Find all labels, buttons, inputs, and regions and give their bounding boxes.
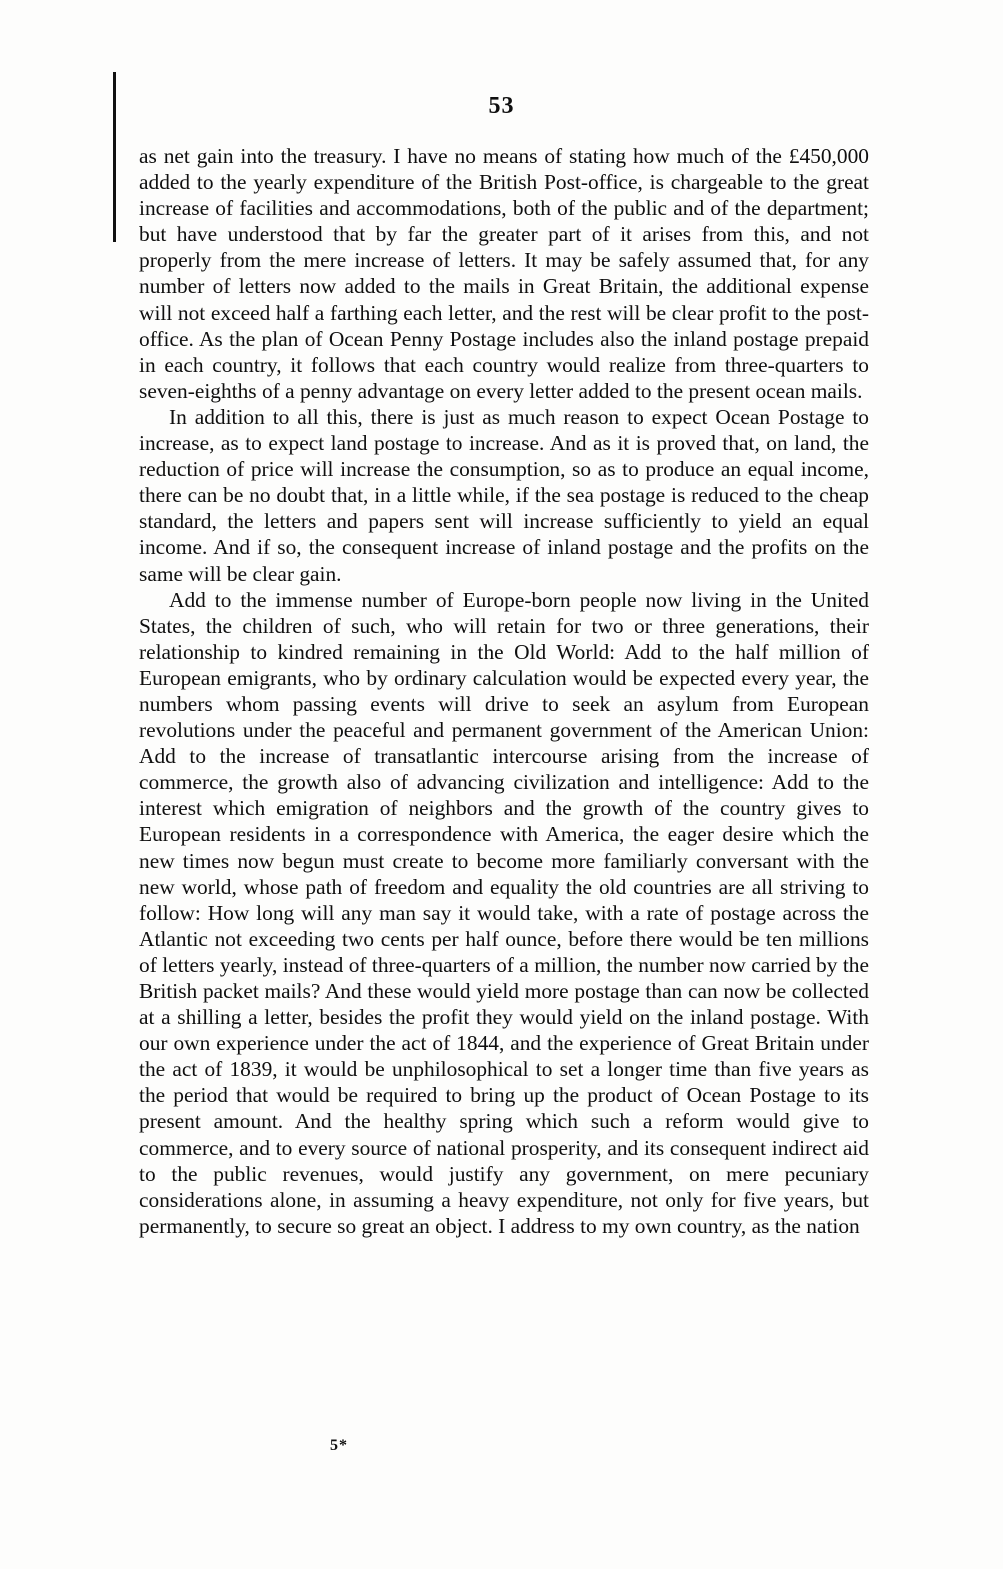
paragraph-2: In addition to all this, there is just as much reason to expect Ocean Postage to increase, as to expect land postage to increase. And as it is proved that, on land, the reduction of price will increase the consumption, so as to produce an equal income, there can be no doubt that, in a little while, if the sea postage is reduced to the cheap standard, the letters and papers sent will increase sufficiently to yield an equal income. And if so, the consequent increase of inland postage and the profits on the same will be clear gain.: [139, 404, 869, 586]
signature-mark: 5*: [330, 1437, 348, 1454]
body-text: [139, 143, 869, 1239]
page-number: 53: [488, 93, 515, 119]
paragraph-3: Add to the immense number of Europe-born people now living in the United States, the children of such, who will retain for two or three generations, their relationship to kindred remaining in the Old World: Add to the half million of European emigrants, who by ordinary calculation would be expected every year, the numbers whom passing events will drive to seek an asylum from European revolutions under the peaceful and permanent government of the American Union: Add to the increase of transatlantic intercourse arising from the increase of commerce, the growth also of advancing civilization and intelligence: Add to the interest which emigration of neighbors and the growth of the country gives to European residents in a correspondence with America, the eager desire which the new times now begun must create to become more familiarly conversant with the new world, whose path of freedom and equality the old countries are all striving to follow: How long will any man say it would take, with a rate of postage across the Atlantic not exceeding two cents per half ounce, before there would be ten millions of letters yearly, instead of three-quarters of a million, the number now carried by the British packet mails? And these would yield more postage than can now be collected at a shilling a letter, besides the profit they would yield on the inland postage. With our own experience under the act of 1844, and the experience of Great Britain under the act of 1839, it would be unphilosophical to set a longer time than five years as the period that would be required to bring up the product of Ocean Postage to its present amount. And the healthy spring which such a reform would give to commerce, and to every source of national prosperity, and its consequent indirect aid to the public revenues, would justify any government, on mere pecuniary considerations alone, in assuming a heavy expenditure, not only for five years, but permanently, to secure so great an object. I address to my own country, as the nation: [139, 587, 869, 1238]
paragraph-1: as net gain into the treasury. I have no means of stating how much of the £450,000 added to the yearly expenditure of the British Post-office, is chargeable to the great increase of facilities and accommodations, both of the public and of the department; but have understood that by far the greater part of it arises from this, and not properly from the mere increase of letters. It may be safely assumed that, for any number of letters now added to the mails in Great Britain, the additional expense will not exceed half a farthing each letter, and the rest will be clear profit to the post-office. As the plan of Ocean Penny Postage includes also the inland postage prepaid in each country, it follows that each country would realize from three-quarters to seven-eighths of a penny advantage on every letter added to the present ocean mails.: [139, 144, 869, 403]
